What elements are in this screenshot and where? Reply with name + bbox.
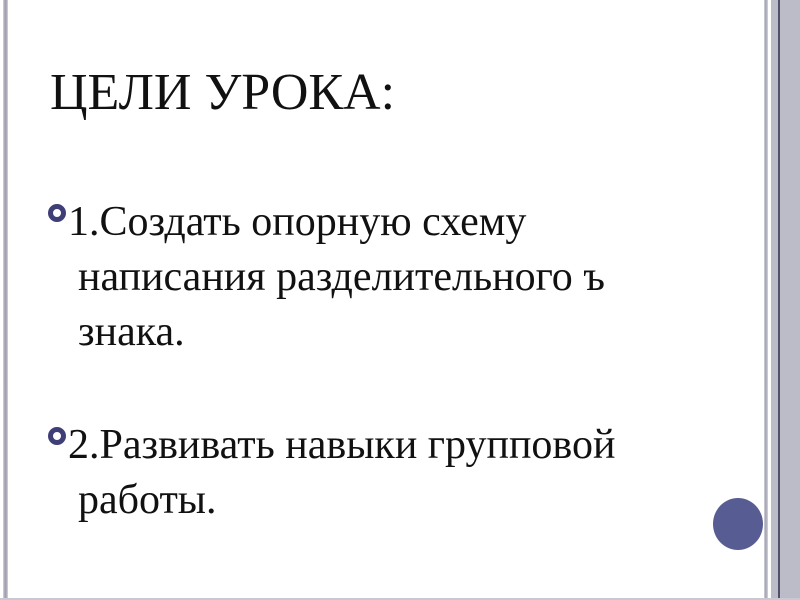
right-border-line [764, 0, 768, 600]
bullet-ring-icon [48, 204, 66, 222]
bullet-line: 1.Создать опорную схему [68, 199, 527, 245]
bullet-line: работы. [78, 477, 217, 523]
accent-circle [713, 498, 763, 550]
bullet-line: написания разделительного ъ [78, 254, 605, 300]
right-border-band [771, 0, 800, 600]
slide-title: ЦЕЛИ УРОКА: [50, 64, 396, 121]
bullet-line: 2.Развивать навыки групповой [68, 422, 616, 468]
bullet-item-2 [68, 418, 615, 528]
bullet-line: знака. [78, 309, 185, 355]
right-border-band-rule [778, 0, 780, 600]
bullet-ring-icon [48, 427, 66, 445]
left-border-line [3, 0, 8, 600]
bullet-item-1 [68, 195, 605, 360]
